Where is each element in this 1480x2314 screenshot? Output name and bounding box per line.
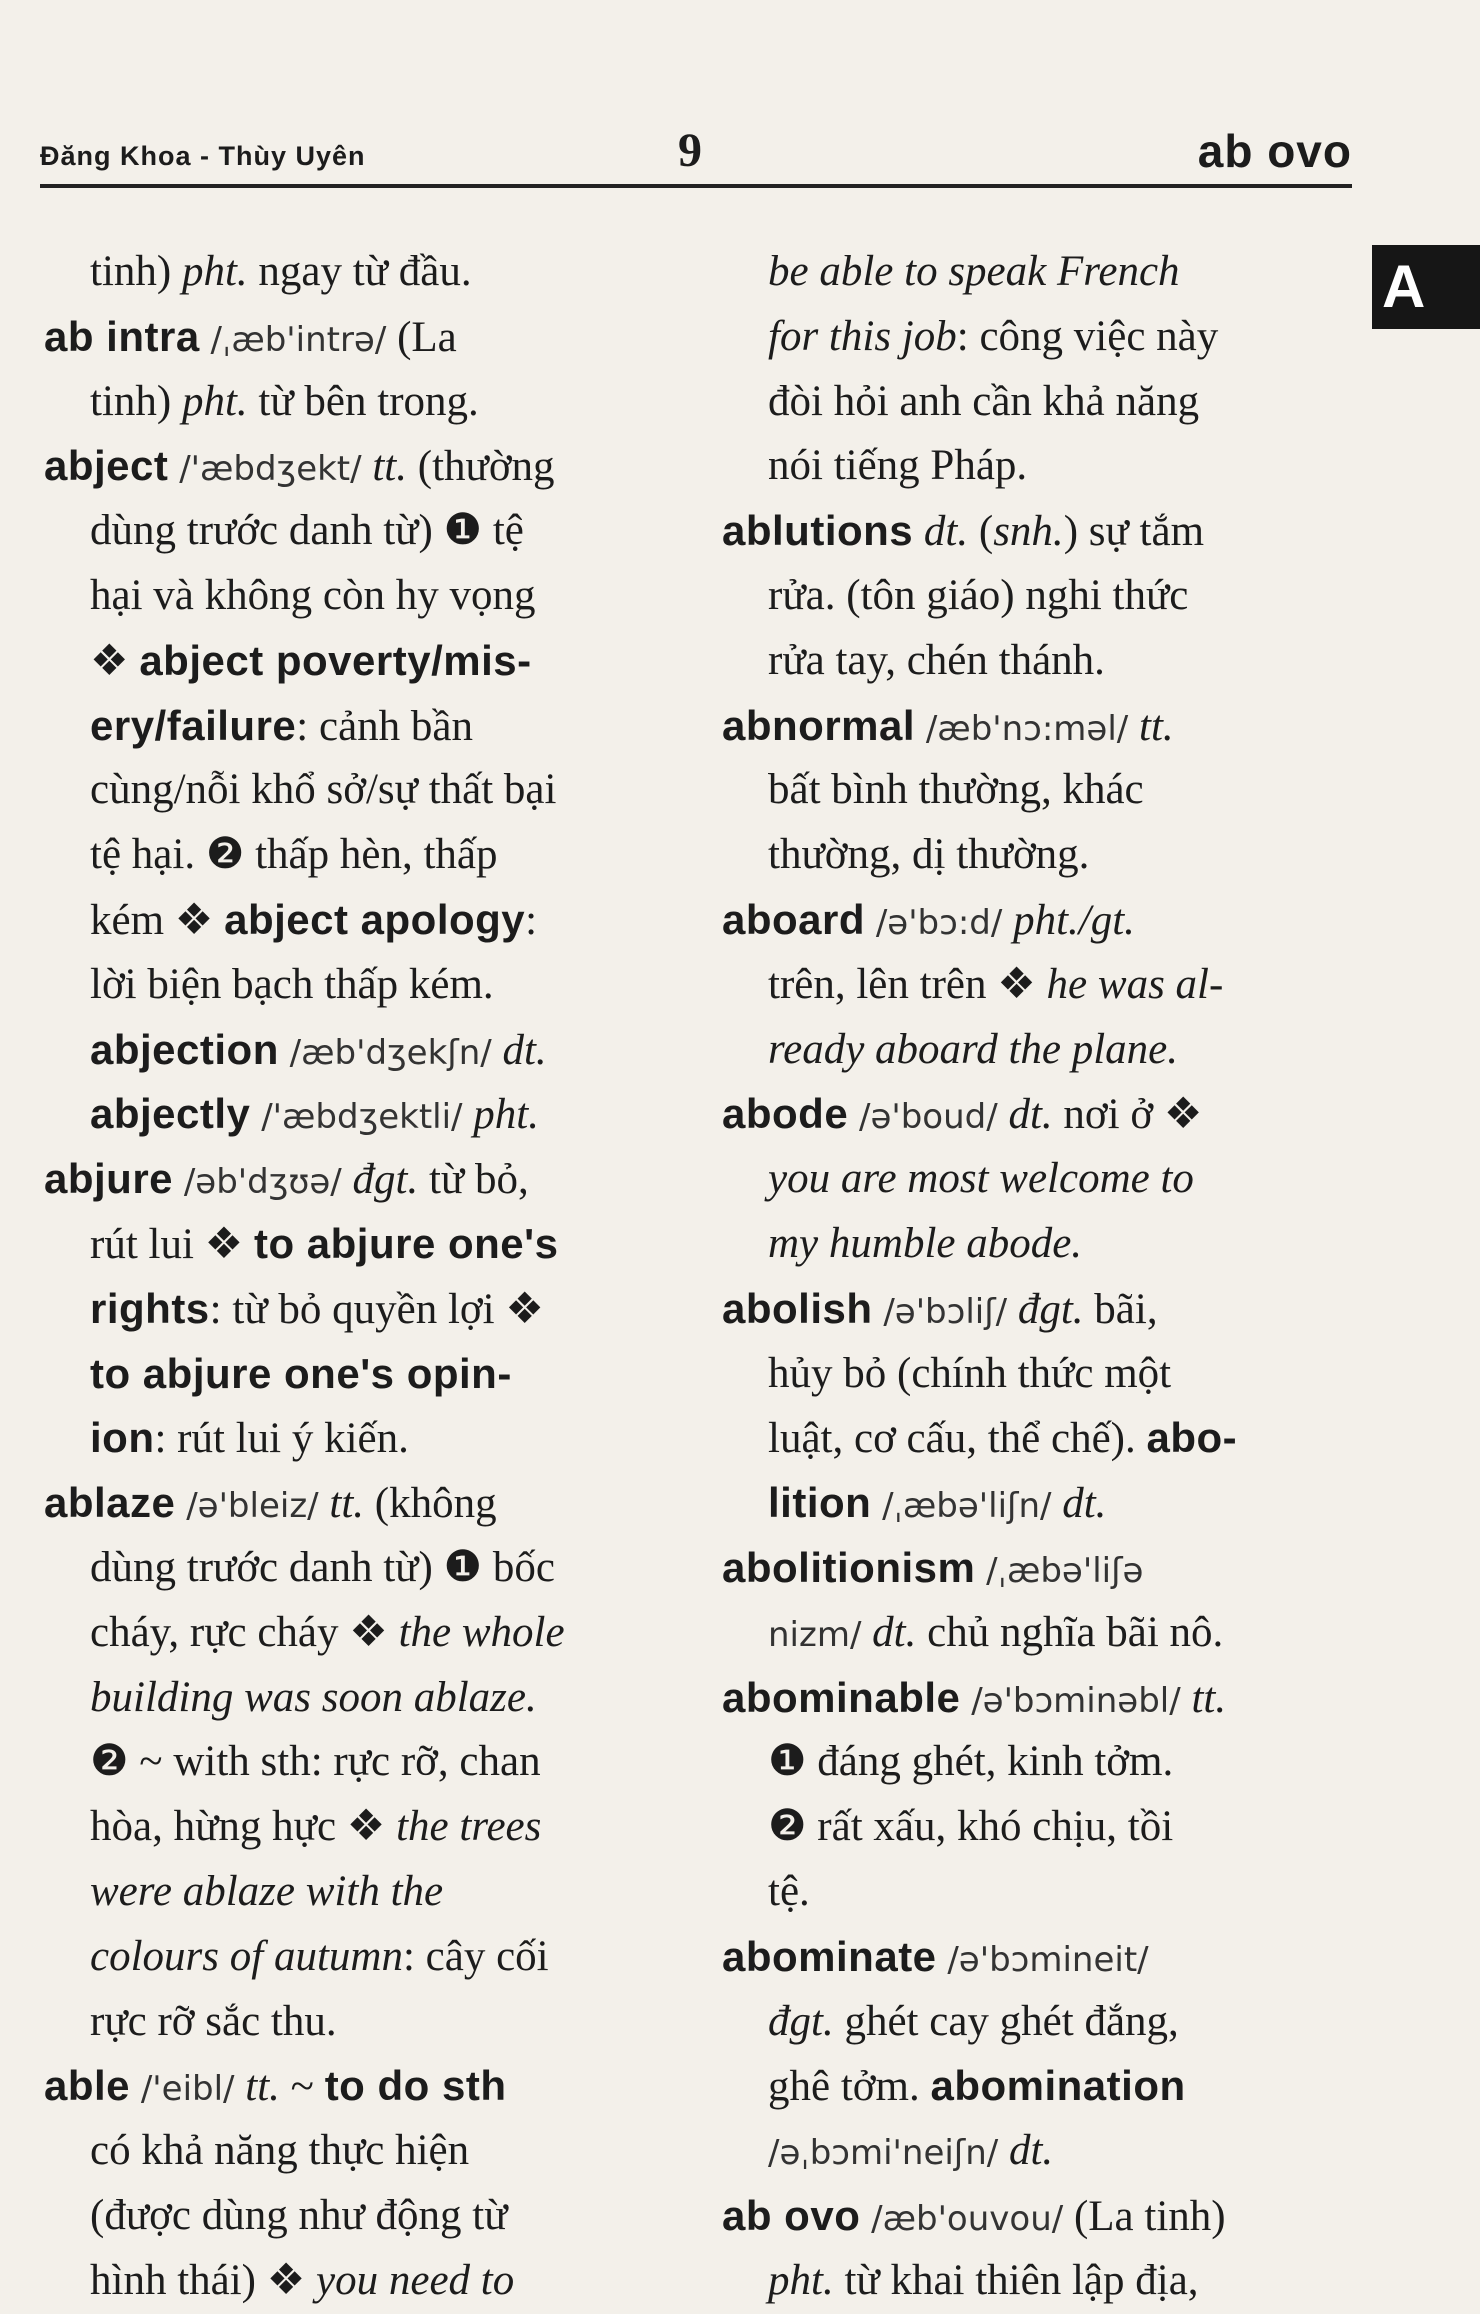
dictionary-line xyxy=(722,305,1350,370)
pronunciation: /ˌæb'intrə/ xyxy=(199,319,387,360)
dictionary-line xyxy=(722,1277,1350,1342)
entry-text: lời biện bạch thấp kém. xyxy=(90,960,494,1008)
dictionary-line xyxy=(44,305,672,370)
dictionary-line xyxy=(722,370,1350,435)
dictionary-line xyxy=(722,1860,1350,1925)
grammar-label: tt. xyxy=(234,2063,280,2111)
dictionary-line xyxy=(722,823,1350,888)
dictionary-line xyxy=(722,888,1350,953)
dictionary-line xyxy=(44,240,672,305)
dictionary-line xyxy=(44,823,672,888)
example-sentence: building was soon ablaze. xyxy=(90,1673,537,1721)
entry-headword: abjectly xyxy=(90,1090,251,1138)
grammar-label: tt. xyxy=(1180,1674,1227,1722)
pronunciation: /æb'nɔ:məl/ xyxy=(915,708,1129,749)
entry-text: dùng trước danh từ) ❶ tệ xyxy=(90,507,524,555)
entry-text: : cây cối xyxy=(402,1932,549,1980)
entry-text: ghét cay ghét đắng, xyxy=(833,1997,1179,2045)
grammar-label: dt. xyxy=(1051,1480,1107,1528)
example-phrase: to abjure one's xyxy=(253,1219,559,1267)
entry-text: chủ nghĩa bãi nô. xyxy=(916,1608,1224,1656)
pronunciation: /ə'bɔminəbl/ xyxy=(960,1680,1181,1721)
entry-text: (La xyxy=(386,313,457,361)
dictionary-line xyxy=(44,1212,672,1277)
example-sentence: my humble abode. xyxy=(768,1219,1083,1267)
grammar-label: dt. xyxy=(997,1091,1053,1139)
left-column xyxy=(44,240,672,2314)
entry-headword: ab intra xyxy=(44,312,200,360)
entry-headword: ablutions xyxy=(722,507,914,555)
dictionary-line xyxy=(44,953,672,1018)
pronunciation: /ə'boud/ xyxy=(848,1097,998,1138)
grammar-label: đgt. xyxy=(768,1997,834,2045)
entry-text: rực rỡ sắc thu. xyxy=(90,1997,337,2045)
dictionary-line xyxy=(722,629,1350,694)
entry-text: từ bỏ, xyxy=(418,1156,529,1204)
entry-text: (thường xyxy=(407,443,555,491)
example-phrase: to abjure one's opin- xyxy=(90,1349,512,1397)
dictionary-line xyxy=(722,1082,1350,1147)
dictionary-line xyxy=(722,2119,1350,2184)
dictionary-line xyxy=(722,2249,1350,2314)
dictionary-line xyxy=(44,1925,672,1990)
entry-text: hòa, hừng hực ❖ xyxy=(90,1803,397,1851)
entry-text: ) sự tắm xyxy=(1063,508,1205,556)
dictionary-line xyxy=(44,564,672,629)
example-sentence: you are most welcome to xyxy=(768,1155,1194,1203)
example-phrase: to do sth xyxy=(324,2062,507,2110)
example-sentence: the trees xyxy=(396,1803,542,1851)
dictionary-line xyxy=(722,953,1350,1018)
grammar-label: snh. xyxy=(993,508,1064,556)
dictionary-line xyxy=(44,1082,672,1147)
grammar-label: đgt. xyxy=(341,1156,419,1204)
entry-text: cùng/nỗi khổ sở/sự thất bại xyxy=(90,766,557,814)
dictionary-line xyxy=(44,629,672,694)
entry-headword: ab ovo xyxy=(722,2191,861,2239)
dictionary-line xyxy=(44,888,672,953)
grammar-label: dt. xyxy=(913,508,969,556)
dictionary-line xyxy=(44,434,672,499)
dictionary-line xyxy=(44,370,672,435)
example-phrase: ery/failure xyxy=(90,701,297,749)
entry-text: : xyxy=(525,896,538,944)
entry-text: hủy bỏ (chính thức một xyxy=(768,1349,1172,1397)
entry-text: bãi, xyxy=(1083,1285,1158,1333)
entry-text: tinh) xyxy=(90,377,182,425)
dictionary-line xyxy=(44,1018,672,1083)
example-phrase: abject apology xyxy=(224,895,526,943)
dictionary-line xyxy=(44,1795,672,1860)
entry-text: : rút lui ý kiến. xyxy=(154,1415,409,1463)
dictionary-line xyxy=(722,1730,1350,1795)
entry-text: bất bình thường, khác xyxy=(768,766,1144,814)
entry-text: hại và không còn hy vọng xyxy=(90,571,536,619)
entry-text: : từ bỏ quyền lợi ❖ xyxy=(209,1285,544,1333)
entry-headword: abominate xyxy=(722,1932,937,1980)
dictionary-line xyxy=(44,2184,672,2249)
example-sentence: he was al- xyxy=(1046,960,1224,1008)
entry-text: (La tinh) xyxy=(1063,2192,1226,2240)
entry-headword: abominable xyxy=(722,1673,961,1721)
dictionary-line xyxy=(722,434,1350,499)
dictionary-line xyxy=(44,2249,672,2314)
entry-text: (không xyxy=(364,1480,497,1528)
dictionary-line xyxy=(722,1406,1350,1471)
dictionary-line xyxy=(44,1730,672,1795)
example-sentence: the whole xyxy=(398,1608,565,1656)
grammar-label: tt. xyxy=(318,1480,365,1528)
entry-text: ngay từ đầu. xyxy=(247,248,472,295)
pronunciation: /'æbdʒekt/ xyxy=(168,449,362,490)
example-sentence: for this job xyxy=(768,312,957,360)
dictionary-line xyxy=(722,2184,1350,2249)
dictionary-line xyxy=(722,1925,1350,1990)
entry-text: có khả năng thực hiện xyxy=(90,2127,470,2175)
grammar-label: dt. xyxy=(998,2127,1054,2175)
entry-text: kém ❖ xyxy=(90,896,225,944)
entry-text: rửa tay, chén thánh. xyxy=(768,636,1105,684)
pronunciation: /ə'bɔliʃ/ xyxy=(872,1291,1008,1332)
example-sentence: you need to xyxy=(316,2256,515,2304)
pronunciation: /əb'dʒʊə/ xyxy=(173,1162,342,1203)
dictionary-line xyxy=(722,1666,1350,1731)
entry-text: hình thái) ❖ xyxy=(90,2256,317,2304)
example-sentence: be able to speak French xyxy=(768,248,1180,295)
entry-text: luật, cơ cấu, thể chế). xyxy=(768,1415,1147,1463)
dictionary-line xyxy=(722,1536,1350,1601)
grammar-label: tt. xyxy=(361,443,407,491)
dictionary-line xyxy=(722,1147,1350,1212)
running-header xyxy=(40,118,1352,188)
pronunciation: /'æbdʒektli/ xyxy=(250,1097,463,1138)
pronunciation: /ə'bleiz/ xyxy=(175,1486,319,1527)
grammar-label: pht. xyxy=(181,248,248,295)
entry-text: từ khai thiên lập địa, xyxy=(833,2256,1199,2304)
dictionary-line xyxy=(722,1018,1350,1083)
entry-headword: aboard xyxy=(722,895,866,943)
entry-headword: abject xyxy=(44,442,169,490)
dictionary-line xyxy=(722,564,1350,629)
pronunciation: /əˌbɔmi'neiʃn/ xyxy=(768,2133,999,2174)
dictionary-line xyxy=(44,499,672,564)
dictionary-line xyxy=(722,1471,1350,1536)
grammar-label: pht. xyxy=(768,2256,834,2304)
example-sentence: were ablaze with the xyxy=(90,1867,444,1915)
entry-headword: ablaze xyxy=(44,1479,176,1527)
dictionary-line xyxy=(44,1147,672,1212)
pronunciation: /'eibl/ xyxy=(130,2069,235,2110)
grammar-label: dt. xyxy=(861,1608,917,1656)
entry-headword: abjection xyxy=(90,1025,279,1073)
example-sentence: ready aboard the plane. xyxy=(768,1025,1179,1073)
dictionary-line xyxy=(44,1990,672,2055)
grammar-label: dt. xyxy=(491,1026,547,1074)
entry-text: trên, lên trên ❖ xyxy=(768,960,1047,1008)
pronunciation: /æb'dʒekʃn/ xyxy=(278,1032,492,1073)
entry-headword: abode xyxy=(722,1090,849,1138)
entry-text: tệ hại. ❷ thấp hèn, thấp xyxy=(90,831,498,879)
dictionary-line xyxy=(44,1406,672,1471)
dictionary-line xyxy=(44,1536,672,1601)
right-column xyxy=(722,240,1350,2314)
entry-headword: abnormal xyxy=(722,701,916,749)
dictionary-line xyxy=(722,1212,1350,1277)
header-authors: Đăng Khoa - Thùy Uyên xyxy=(40,141,366,171)
dictionary-line xyxy=(722,758,1350,823)
entry-text: ❷ rất xấu, khó chịu, tồi xyxy=(768,1803,1174,1851)
entry-text: đòi hỏi anh cần khả năng xyxy=(768,377,1200,425)
entry-text: ❖ xyxy=(90,637,140,685)
dictionary-line xyxy=(722,240,1350,305)
dictionary-line xyxy=(44,2119,672,2184)
dictionary-line xyxy=(44,1666,672,1731)
pronunciation: /ˌæbə'liʃn/ xyxy=(871,1486,1052,1527)
dictionary-line xyxy=(722,1601,1350,1666)
pronunciation: /ə'bɔmineit/ xyxy=(936,1939,1149,1980)
entry-text: : cảnh bần xyxy=(296,702,473,750)
pronunciation: /ˌæbə'liʃə xyxy=(975,1550,1144,1591)
header-guide-word: ab ovo xyxy=(1197,125,1352,177)
dictionary-line xyxy=(44,1860,672,1925)
dictionary-line xyxy=(722,499,1350,564)
entry-text: từ bên trong. xyxy=(247,377,479,425)
page-number: 9 xyxy=(678,124,702,177)
dictionary-line xyxy=(722,1990,1350,2055)
pronunciation: nizm/ xyxy=(768,1614,862,1655)
entry-text: ❷ ~ with sth: rực rỡ, chan xyxy=(90,1738,541,1786)
grammar-label: tt. xyxy=(1128,702,1174,750)
entry-text: tệ. xyxy=(768,1867,810,1915)
grammar-label: pht./gt. xyxy=(1002,896,1135,944)
entry-headword: abomination xyxy=(930,2062,1186,2110)
entry-text: rửa. (tôn giáo) nghi thức xyxy=(768,571,1189,619)
entry-text: ~ xyxy=(279,2063,325,2111)
dictionary-line xyxy=(722,1795,1350,1860)
example-sentence: colours of autumn xyxy=(90,1932,403,1980)
tab-letter: A xyxy=(1382,253,1426,320)
entry-headword: abolish xyxy=(722,1284,873,1332)
dictionary-line xyxy=(44,1342,672,1407)
entry-text: (được dùng như động từ xyxy=(90,2191,508,2239)
dictionary-line xyxy=(44,1601,672,1666)
example-phrase: ion xyxy=(90,1414,155,1462)
entry-text: dùng trước danh từ) ❶ bốc xyxy=(90,1543,555,1591)
entry-text: thường, dị thường. xyxy=(768,831,1090,879)
entry-text: nơi ở ❖ xyxy=(1052,1091,1203,1139)
pronunciation: /ə'bɔ:d/ xyxy=(865,902,1003,943)
grammar-label: đgt. xyxy=(1007,1285,1084,1333)
entry-text: ghê tởm. xyxy=(768,2063,931,2111)
dictionary-line xyxy=(722,2054,1350,2119)
dictionary-line xyxy=(722,1342,1350,1407)
dictionary-line xyxy=(44,2054,672,2119)
example-phrase: rights xyxy=(90,1284,210,1332)
entry-headword: abo- xyxy=(1146,1414,1238,1462)
dictionary-line xyxy=(44,1471,672,1536)
example-phrase: abject poverty/mis- xyxy=(139,636,532,684)
entry-text: cháy, rực cháy ❖ xyxy=(90,1608,399,1656)
dictionary-line xyxy=(44,758,672,823)
entry-text: rút lui ❖ xyxy=(90,1220,254,1268)
entry-headword: able xyxy=(44,2062,131,2110)
grammar-label: pht. xyxy=(462,1091,539,1139)
entry-headword: lition xyxy=(768,1479,872,1527)
letter-thumb-tab xyxy=(1372,245,1480,329)
entry-text: tinh) xyxy=(90,248,182,295)
grammar-label: pht. xyxy=(181,377,248,425)
dictionary-line xyxy=(44,1277,672,1342)
entry-headword: abolitionism xyxy=(722,1543,976,1591)
pronunciation: /æb'ouvou/ xyxy=(860,2198,1064,2239)
entry-headword: abjure xyxy=(44,1155,174,1203)
entry-text: ( xyxy=(968,508,994,556)
dictionary-line xyxy=(722,694,1350,759)
entry-text: : công việc này xyxy=(956,312,1219,360)
dictionary-line xyxy=(44,694,672,759)
entry-text: ❶ đáng ghét, kinh tởm. xyxy=(768,1738,1174,1786)
entry-text: nói tiếng Pháp. xyxy=(768,442,1028,490)
